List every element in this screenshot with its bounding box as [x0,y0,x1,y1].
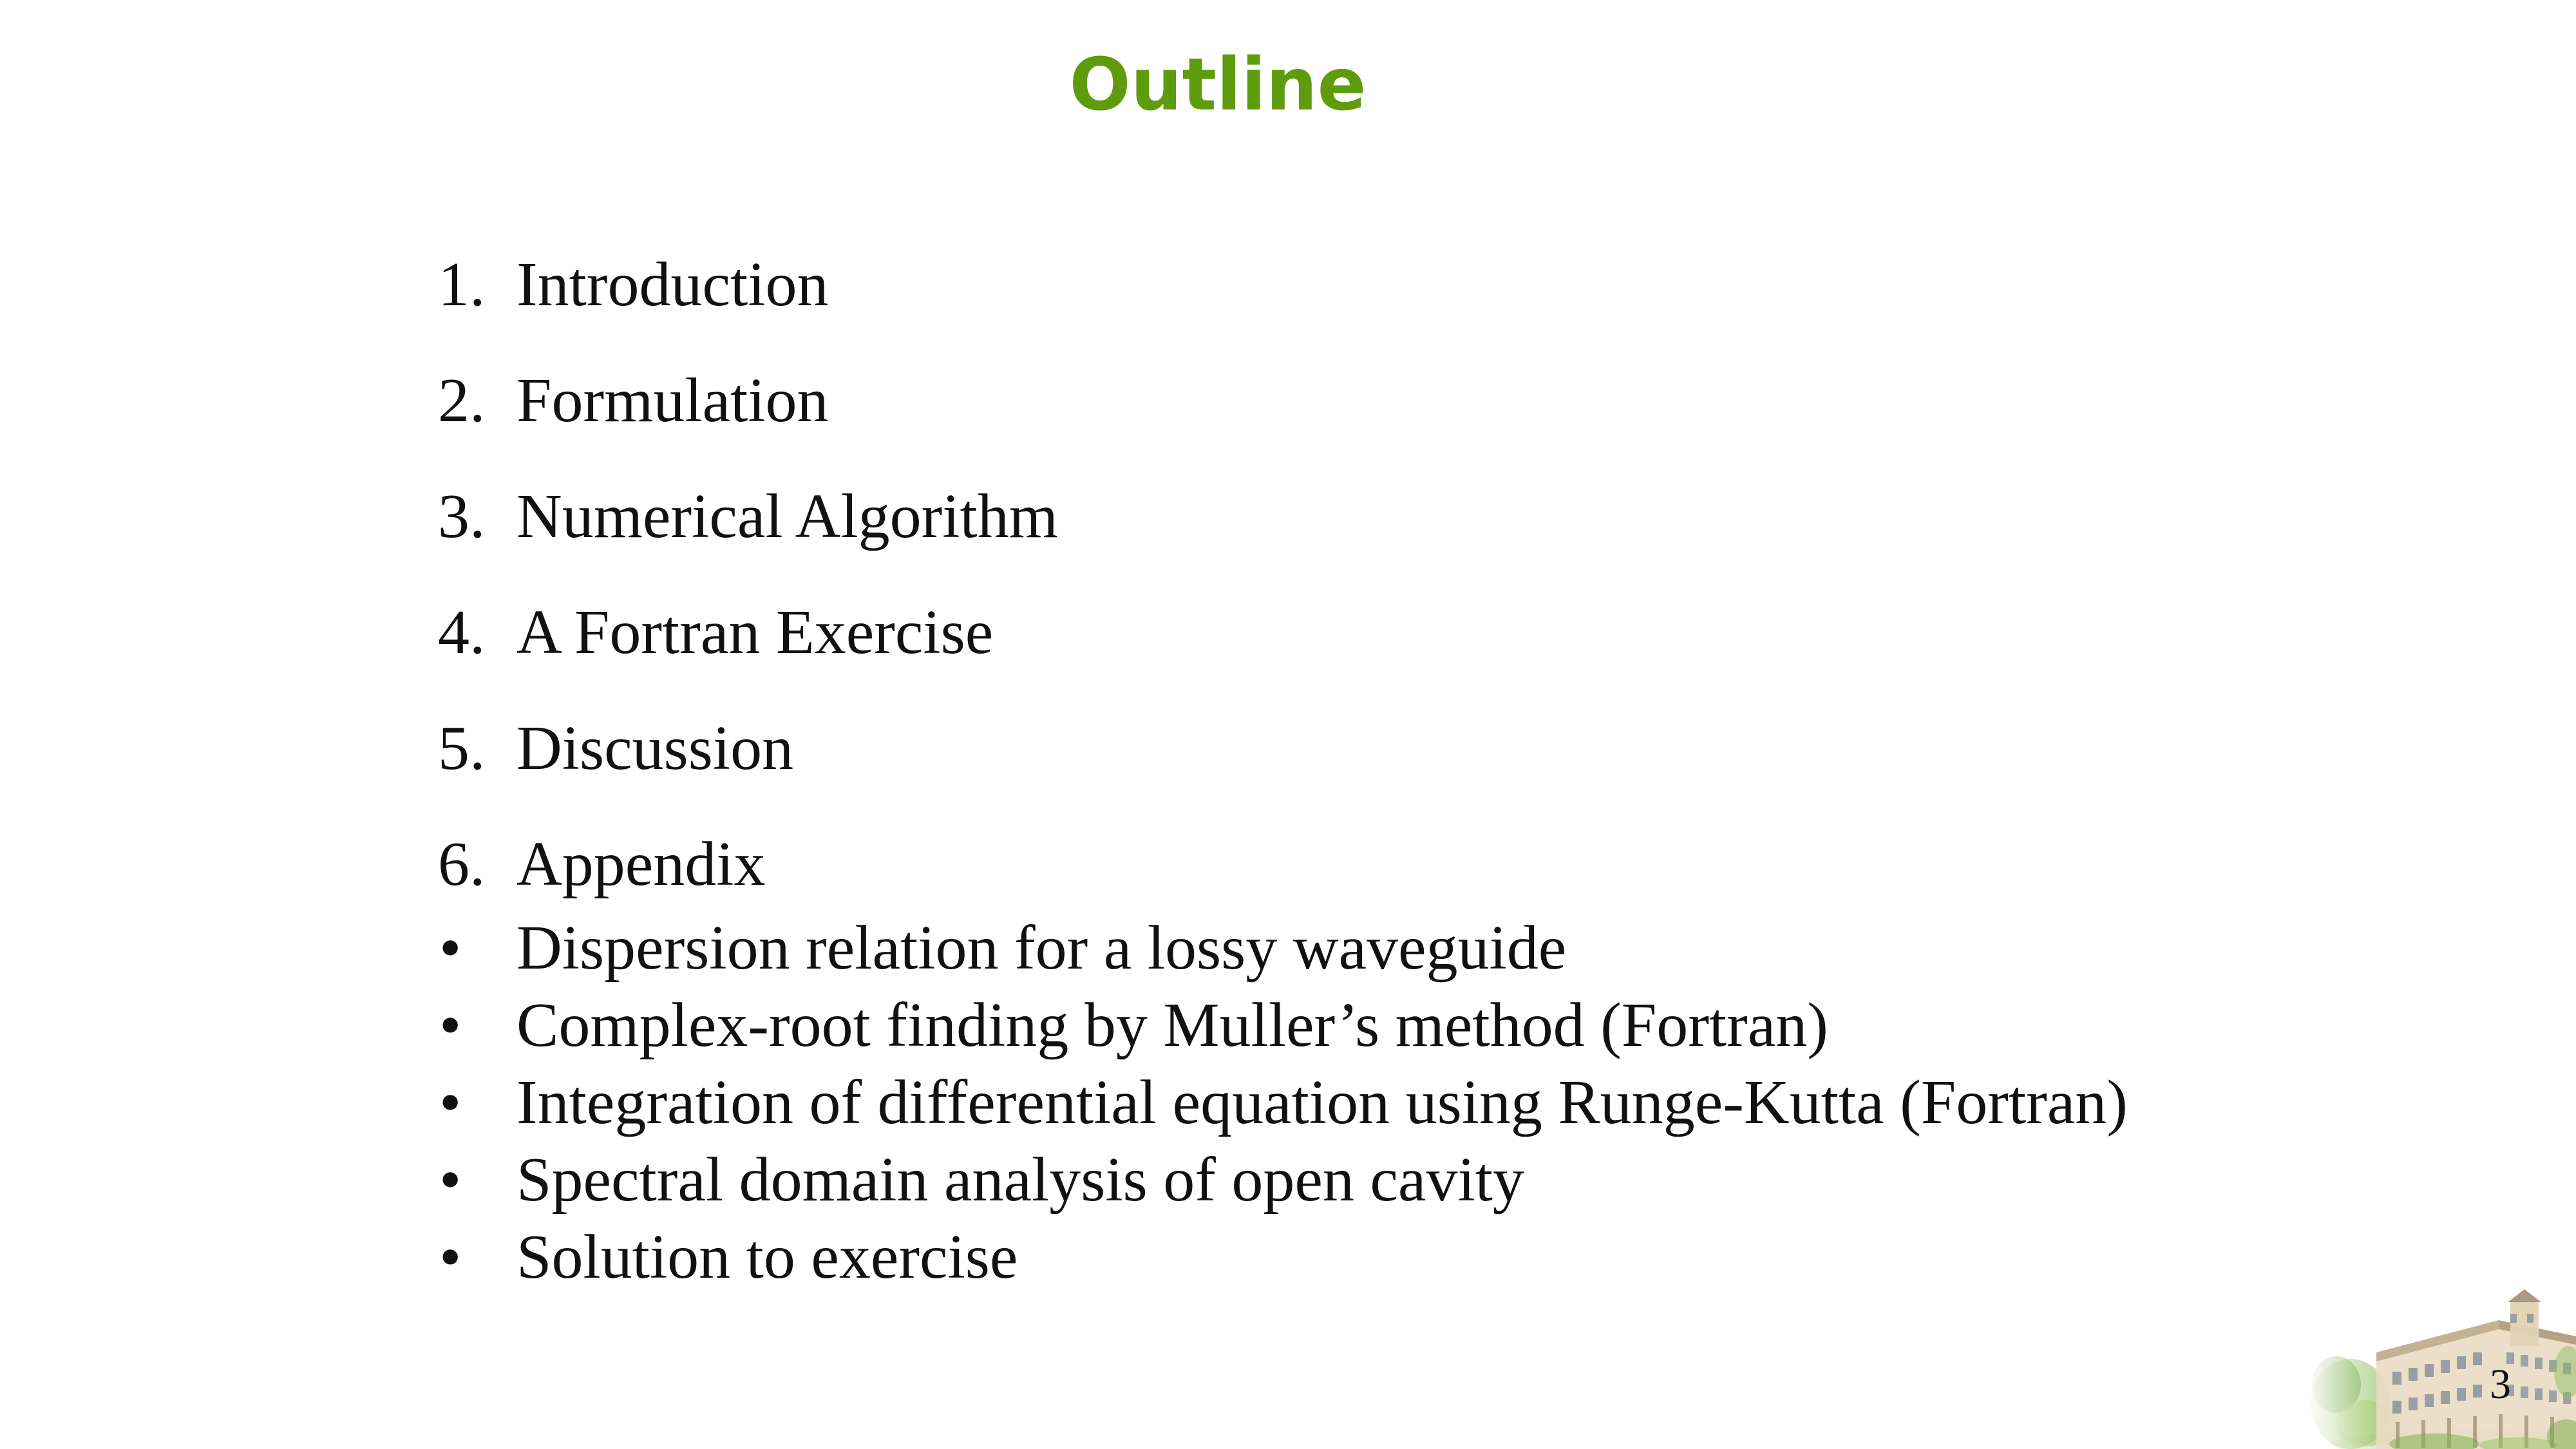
bullet-text: Integration of differential equation using Runge-Kutta (Fortran) [516,1068,2128,1137]
outline-item-number: 3. [438,482,486,551]
outline-item [438,587,2434,703]
bullet-icon: • [439,1068,462,1137]
bullet-icon: • [439,1145,462,1215]
outline-item-number: 6. [438,829,486,899]
list-item [438,909,2434,987]
outline-item-text: A Fortran Exercise [516,598,994,667]
outline-item [438,240,2434,355]
appendix-bullet-list [438,909,2434,1296]
bullet-text: Dispersion relation for a lossy waveguide [516,913,1567,983]
outline-item-text: Appendix [516,829,766,899]
outline-list [438,240,2434,1296]
outline-item-text: Numerical Algorithm [516,482,1058,551]
outline-item-text: Formulation [516,366,829,435]
list-item [438,1141,2434,1218]
slide-title: Outline [1069,43,1367,127]
bullet-icon: • [439,913,462,983]
bullet-text: Complex-root finding by Muller’s method (Fortran) [516,990,1828,1060]
outline-item-number: 4. [438,598,486,667]
outline-item-number: 1. [438,250,486,319]
outline-item-number: 5. [438,714,486,783]
bullet-icon: • [439,990,462,1060]
bullet-text: Spectral domain analysis of open cavity [516,1145,1524,1215]
list-item [438,1218,2434,1296]
outline-item [438,471,2434,587]
outline-item-text: Discussion [516,714,794,783]
page-number: 3 [2490,1361,2511,1408]
outline-item-number: 2. [438,366,486,435]
list-item [438,1064,2434,1141]
bullet-text: Solution to exercise [516,1222,1018,1292]
bullet-icon: • [439,1222,462,1292]
list-item [438,987,2434,1064]
outline-item [438,355,2434,471]
outline-item-text: Introduction [516,250,829,319]
outline-item [438,703,2434,819]
